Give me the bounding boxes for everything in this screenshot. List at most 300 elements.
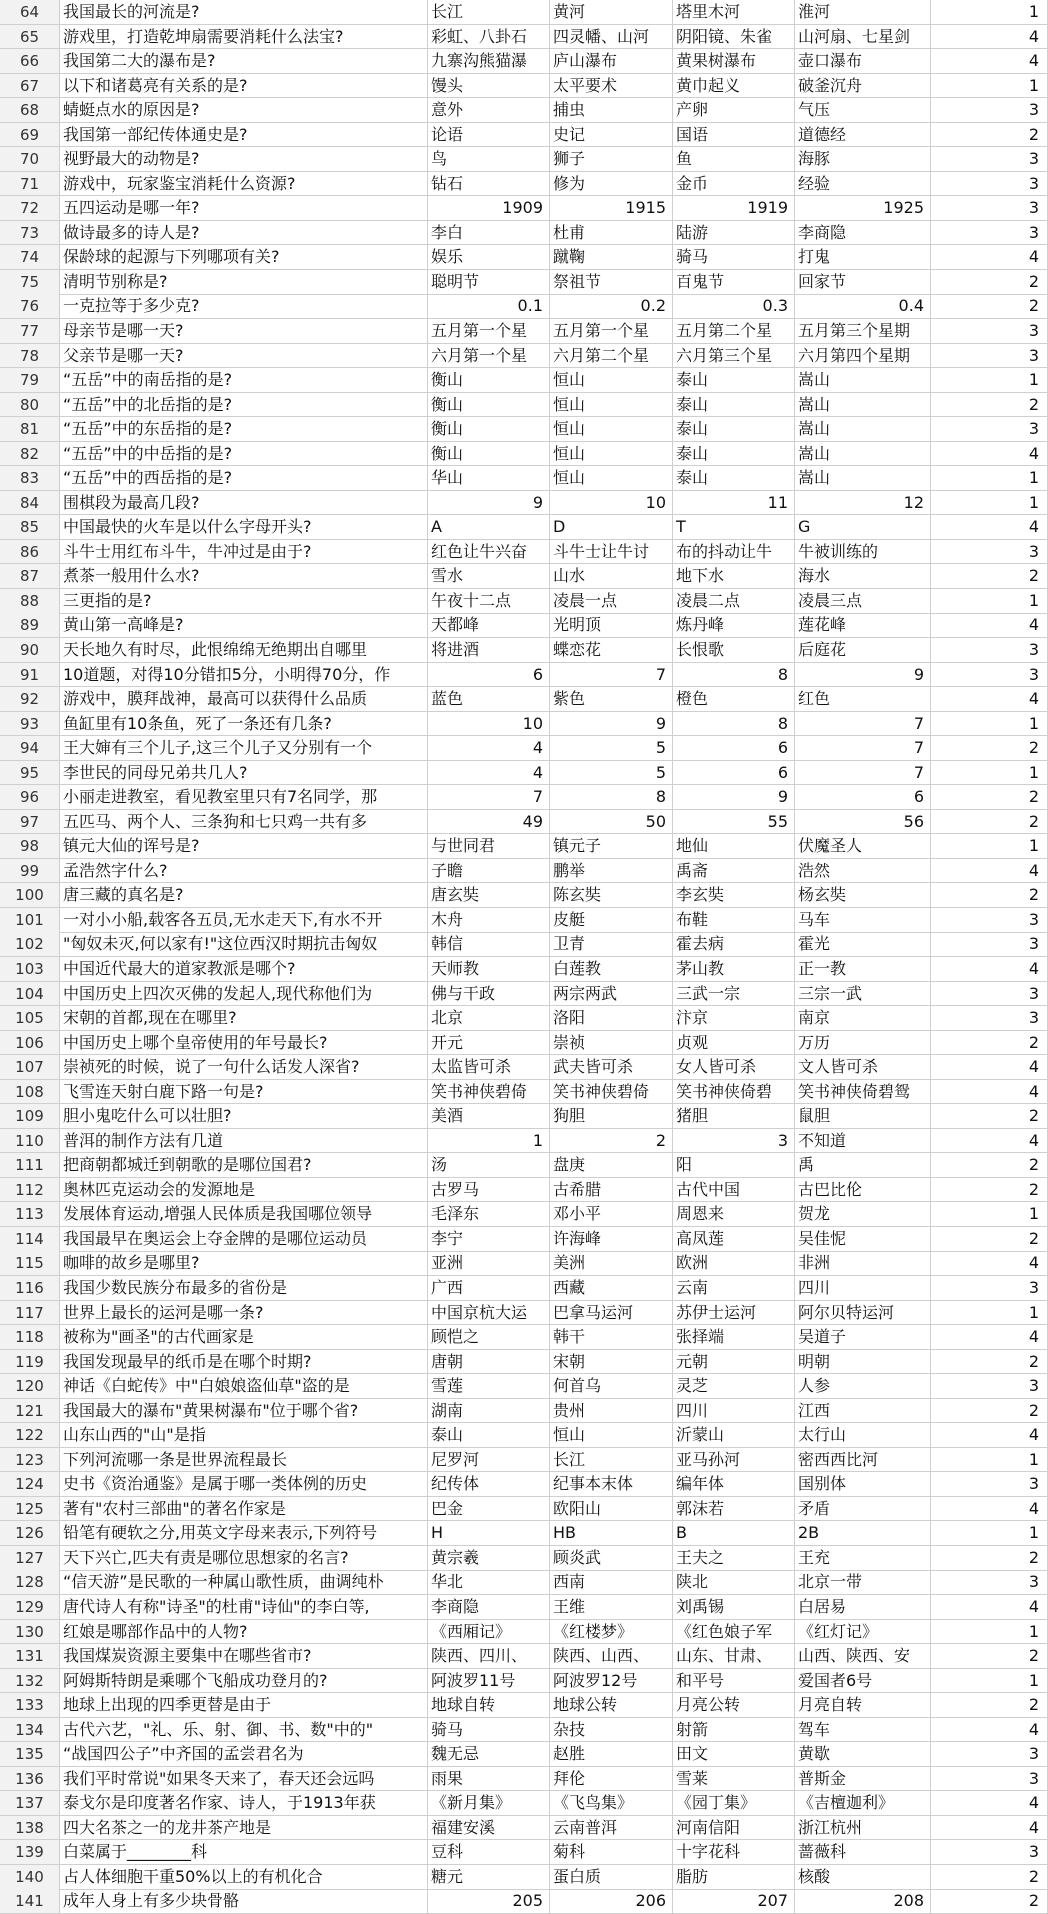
option-c-cell[interactable]: B [673, 1521, 795, 1546]
option-b-cell[interactable]: 四灵幡、山河 [550, 25, 673, 50]
option-d-cell[interactable]: 蔷薇科 [795, 1840, 931, 1865]
question-cell[interactable]: 以下和诸葛亮有关系的是? [60, 74, 428, 99]
option-c-cell[interactable]: 0.3 [673, 294, 795, 319]
question-cell[interactable]: 清明节别称是? [60, 270, 428, 295]
option-a-cell[interactable]: 古罗马 [428, 1178, 550, 1203]
option-d-cell[interactable]: 鼠胆 [795, 1104, 931, 1129]
option-a-cell[interactable]: 汤 [428, 1153, 550, 1178]
option-c-cell[interactable]: 河南信阳 [673, 1816, 795, 1841]
answer-cell[interactable]: 2 [931, 1178, 1048, 1203]
question-cell[interactable]: 占人体细胞干重50%以上的有机化合 [60, 1865, 428, 1890]
option-d-cell[interactable]: 莲花峰 [795, 613, 931, 638]
option-d-cell[interactable]: 普斯金 [795, 1767, 931, 1792]
option-b-cell[interactable]: 鹏举 [550, 859, 673, 884]
option-d-cell[interactable]: 爱国者6号 [795, 1669, 931, 1694]
option-d-cell[interactable]: 五月第三个星期 [795, 319, 931, 344]
answer-cell[interactable]: 1 [931, 466, 1048, 491]
question-cell[interactable]: 中国历史上哪个皇帝使用的年号最长? [60, 1031, 428, 1056]
answer-cell[interactable]: 4 [931, 49, 1048, 74]
option-b-cell[interactable]: 巴拿马运河 [550, 1301, 673, 1326]
option-d-cell[interactable]: 浙江杭州 [795, 1816, 931, 1841]
row-number-cell[interactable]: 93 [0, 712, 60, 737]
row-number-cell[interactable]: 83 [0, 466, 60, 491]
option-d-cell[interactable]: 嵩山 [795, 417, 931, 442]
row-number-cell[interactable]: 77 [0, 319, 60, 344]
option-c-cell[interactable]: 泰山 [673, 417, 795, 442]
option-d-cell[interactable]: 7 [795, 736, 931, 761]
option-b-cell[interactable]: 庐山瀑布 [550, 49, 673, 74]
option-a-cell[interactable]: 4 [428, 736, 550, 761]
option-c-cell[interactable]: 骑马 [673, 245, 795, 270]
row-number-cell[interactable]: 111 [0, 1153, 60, 1178]
option-c-cell[interactable]: 古代中国 [673, 1178, 795, 1203]
option-c-cell[interactable]: 8 [673, 712, 795, 737]
option-b-cell[interactable]: 西藏 [550, 1276, 673, 1301]
answer-cell[interactable]: 3 [931, 344, 1048, 369]
row-number-cell[interactable]: 91 [0, 663, 60, 688]
option-b-cell[interactable]: 《红楼梦》 [550, 1620, 673, 1645]
option-c-cell[interactable]: 六月第三个星 [673, 344, 795, 369]
option-c-cell[interactable]: 黄果树瀑布 [673, 49, 795, 74]
option-d-cell[interactable]: 2B [795, 1521, 931, 1546]
row-number-cell[interactable]: 79 [0, 368, 60, 393]
option-a-cell[interactable]: 205 [428, 1889, 550, 1914]
row-number-cell[interactable]: 103 [0, 957, 60, 982]
question-cell[interactable]: 围棋段为最高几段? [60, 491, 428, 516]
option-d-cell[interactable]: 国别体 [795, 1472, 931, 1497]
option-b-cell[interactable]: 长江 [550, 1448, 673, 1473]
row-number-cell[interactable]: 101 [0, 908, 60, 933]
option-d-cell[interactable]: 马车 [795, 908, 931, 933]
option-d-cell[interactable]: 非洲 [795, 1251, 931, 1276]
answer-cell[interactable]: 4 [931, 515, 1048, 540]
answer-cell[interactable]: 3 [931, 319, 1048, 344]
option-d-cell[interactable]: 打鬼 [795, 245, 931, 270]
option-b-cell[interactable]: 杜甫 [550, 221, 673, 246]
option-a-cell[interactable]: 论语 [428, 123, 550, 148]
option-d-cell[interactable]: 208 [795, 1889, 931, 1914]
answer-cell[interactable]: 4 [931, 245, 1048, 270]
option-d-cell[interactable]: 伏魔圣人 [795, 834, 931, 859]
option-b-cell[interactable]: 王维 [550, 1595, 673, 1620]
answer-cell[interactable]: 2 [931, 1227, 1048, 1252]
question-cell[interactable]: 崇祯死的时候，说了一句什么话发人深省? [60, 1055, 428, 1080]
row-number-cell[interactable]: 73 [0, 221, 60, 246]
row-number-cell[interactable]: 126 [0, 1521, 60, 1546]
option-c-cell[interactable]: 泰山 [673, 393, 795, 418]
row-number-cell[interactable]: 96 [0, 785, 60, 810]
answer-cell[interactable]: 3 [931, 1742, 1048, 1767]
option-b-cell[interactable]: 恒山 [550, 442, 673, 467]
option-a-cell[interactable]: 六月第一个星 [428, 344, 550, 369]
option-a-cell[interactable]: 鸟 [428, 147, 550, 172]
answer-cell[interactable]: 3 [931, 1570, 1048, 1595]
option-b-cell[interactable]: 蹴鞠 [550, 245, 673, 270]
option-d-cell[interactable]: G [795, 515, 931, 540]
question-cell[interactable]: 白菜属于________科 [60, 1840, 428, 1865]
answer-cell[interactable]: 4 [931, 687, 1048, 712]
question-cell[interactable]: 三更指的是? [60, 589, 428, 614]
option-a-cell[interactable]: 毛泽东 [428, 1202, 550, 1227]
question-cell[interactable]: 被称为"画圣"的古代画家是 [60, 1325, 428, 1350]
question-cell[interactable]: 我国第一部纪传体通史是? [60, 123, 428, 148]
option-c-cell[interactable]: 五月第二个星 [673, 319, 795, 344]
option-d-cell[interactable]: 嵩山 [795, 442, 931, 467]
option-c-cell[interactable]: 地下水 [673, 564, 795, 589]
answer-cell[interactable]: 1 [931, 712, 1048, 737]
row-number-cell[interactable]: 105 [0, 1006, 60, 1031]
option-b-cell[interactable]: 1915 [550, 196, 673, 221]
question-cell[interactable]: 小丽走进教室，看见教室里只有7名同学，那 [60, 785, 428, 810]
question-cell[interactable]: 一对小小船,载客各五员,无水走天下,有水不开 [60, 908, 428, 933]
row-number-cell[interactable]: 122 [0, 1423, 60, 1448]
answer-cell[interactable]: 4 [931, 1423, 1048, 1448]
answer-cell[interactable]: 2 [931, 123, 1048, 148]
option-b-cell[interactable]: 恒山 [550, 393, 673, 418]
option-a-cell[interactable]: 李商隐 [428, 1595, 550, 1620]
option-a-cell[interactable]: 意外 [428, 98, 550, 123]
option-d-cell[interactable]: 不知道 [795, 1129, 931, 1154]
answer-cell[interactable]: 1 [931, 1669, 1048, 1694]
row-number-cell[interactable]: 108 [0, 1080, 60, 1105]
option-b-cell[interactable]: 恒山 [550, 466, 673, 491]
question-cell[interactable]: 我国最早在奥运会上夺金牌的是哪位运动员 [60, 1227, 428, 1252]
question-cell[interactable]: 中国历史上四次灭佛的发起人,现代称他们为 [60, 982, 428, 1007]
question-cell[interactable]: 阿姆斯特朗是乘哪个飞船成功登月的? [60, 1669, 428, 1694]
answer-cell[interactable]: 1 [931, 74, 1048, 99]
answer-cell[interactable]: 2 [931, 1644, 1048, 1669]
option-b-cell[interactable]: 凌晨一点 [550, 589, 673, 614]
row-number-cell[interactable]: 99 [0, 859, 60, 884]
row-number-cell[interactable]: 74 [0, 245, 60, 270]
answer-cell[interactable]: 3 [931, 1276, 1048, 1301]
question-cell[interactable]: “战国四公子”中齐国的孟尝君名为 [60, 1742, 428, 1767]
question-cell[interactable]: 黄山第一高峰是? [60, 613, 428, 638]
question-cell[interactable]: 地球上出现的四季更替是由于 [60, 1693, 428, 1718]
answer-cell[interactable]: 2 [931, 1546, 1048, 1571]
option-c-cell[interactable]: 雪莱 [673, 1767, 795, 1792]
option-b-cell[interactable]: 宋朝 [550, 1350, 673, 1375]
answer-cell[interactable]: 2 [931, 393, 1048, 418]
answer-cell[interactable]: 3 [931, 98, 1048, 123]
question-cell[interactable]: “五岳”中的东岳指的是? [60, 417, 428, 442]
row-number-cell[interactable]: 114 [0, 1227, 60, 1252]
row-number-cell[interactable]: 134 [0, 1718, 60, 1743]
option-a-cell[interactable]: 九寨沟熊猫瀑 [428, 49, 550, 74]
answer-cell[interactable]: 3 [931, 1767, 1048, 1792]
option-c-cell[interactable]: 张择端 [673, 1325, 795, 1350]
option-d-cell[interactable]: 四川 [795, 1276, 931, 1301]
row-number-cell[interactable]: 106 [0, 1031, 60, 1056]
option-b-cell[interactable]: 史记 [550, 123, 673, 148]
question-cell[interactable]: 唐代诗人有称"诗圣"的杜甫"诗仙"的李白等, [60, 1595, 428, 1620]
option-c-cell[interactable]: 李玄奘 [673, 883, 795, 908]
answer-cell[interactable]: 2 [931, 810, 1048, 835]
option-a-cell[interactable]: 10 [428, 712, 550, 737]
option-a-cell[interactable]: 巴金 [428, 1497, 550, 1522]
answer-cell[interactable]: 3 [931, 147, 1048, 172]
row-number-cell[interactable]: 87 [0, 564, 60, 589]
option-b-cell[interactable]: 恒山 [550, 417, 673, 442]
answer-cell[interactable]: 4 [931, 25, 1048, 50]
row-number-cell[interactable]: 88 [0, 589, 60, 614]
option-c-cell[interactable]: 长恨歌 [673, 638, 795, 663]
option-d-cell[interactable]: 6 [795, 785, 931, 810]
option-d-cell[interactable]: 密西西比河 [795, 1448, 931, 1473]
option-c-cell[interactable]: 元朝 [673, 1350, 795, 1375]
option-c-cell[interactable]: 脂肪 [673, 1865, 795, 1890]
option-d-cell[interactable]: 三宗一武 [795, 982, 931, 1007]
row-number-cell[interactable]: 67 [0, 74, 60, 99]
row-number-cell[interactable]: 109 [0, 1104, 60, 1129]
question-cell[interactable]: 胆小鬼吃什么可以壮胆? [60, 1104, 428, 1129]
answer-cell[interactable]: 2 [931, 883, 1048, 908]
question-cell[interactable]: 唐三藏的真名是? [60, 883, 428, 908]
answer-cell[interactable]: 4 [931, 1055, 1048, 1080]
answer-cell[interactable]: 2 [931, 785, 1048, 810]
option-b-cell[interactable]: 欧阳山 [550, 1497, 673, 1522]
option-c-cell[interactable]: 高凤莲 [673, 1227, 795, 1252]
option-d-cell[interactable]: 万历 [795, 1031, 931, 1056]
option-a-cell[interactable]: 衡山 [428, 368, 550, 393]
option-c-cell[interactable]: 阴阳镜、朱雀 [673, 25, 795, 50]
option-b-cell[interactable]: 8 [550, 785, 673, 810]
row-number-cell[interactable]: 138 [0, 1816, 60, 1841]
option-c-cell[interactable]: 苏伊士运河 [673, 1301, 795, 1326]
answer-cell[interactable]: 4 [931, 613, 1048, 638]
question-cell[interactable]: “五岳”中的南岳指的是? [60, 368, 428, 393]
option-a-cell[interactable]: 长江 [428, 0, 550, 25]
option-b-cell[interactable]: 两宗两武 [550, 982, 673, 1007]
option-c-cell[interactable]: 《园丁集》 [673, 1791, 795, 1816]
row-number-cell[interactable]: 81 [0, 417, 60, 442]
option-a-cell[interactable]: 李宁 [428, 1227, 550, 1252]
option-c-cell[interactable]: 黄巾起义 [673, 74, 795, 99]
option-b-cell[interactable]: 白莲教 [550, 957, 673, 982]
option-a-cell[interactable]: 韩信 [428, 932, 550, 957]
option-d-cell[interactable]: 核酸 [795, 1865, 931, 1890]
row-number-cell[interactable]: 133 [0, 1693, 60, 1718]
option-b-cell[interactable]: 邓小平 [550, 1202, 673, 1227]
question-cell[interactable]: 王大婶有三个儿子,这三个儿子又分别有一个 [60, 736, 428, 761]
option-d-cell[interactable]: 海水 [795, 564, 931, 589]
option-c-cell[interactable]: 207 [673, 1889, 795, 1914]
question-cell[interactable]: “五岳”中的西岳指的是? [60, 466, 428, 491]
answer-cell[interactable]: 2 [931, 294, 1048, 319]
option-a-cell[interactable]: 佛与干政 [428, 982, 550, 1007]
option-c-cell[interactable]: 贞观 [673, 1031, 795, 1056]
question-cell[interactable]: 李世民的同母兄弟共几人? [60, 761, 428, 786]
option-a-cell[interactable]: 广西 [428, 1276, 550, 1301]
answer-cell[interactable]: 3 [931, 1472, 1048, 1497]
option-c-cell[interactable]: 田文 [673, 1742, 795, 1767]
option-b-cell[interactable]: 古希腊 [550, 1178, 673, 1203]
option-c-cell[interactable]: 禹斋 [673, 859, 795, 884]
option-b-cell[interactable]: HB [550, 1521, 673, 1546]
option-a-cell[interactable]: 将进酒 [428, 638, 550, 663]
question-cell[interactable]: 泰戈尔是印度著名作家、诗人，于1913年获 [60, 1791, 428, 1816]
answer-cell[interactable]: 4 [931, 859, 1048, 884]
option-d-cell[interactable]: 吴道子 [795, 1325, 931, 1350]
option-c-cell[interactable]: 郭沫若 [673, 1497, 795, 1522]
option-d-cell[interactable]: 王充 [795, 1546, 931, 1571]
option-b-cell[interactable]: 5 [550, 736, 673, 761]
question-cell[interactable]: 保龄球的起源与下列哪项有关? [60, 245, 428, 270]
answer-cell[interactable]: 4 [931, 1129, 1048, 1154]
option-c-cell[interactable]: 泰山 [673, 442, 795, 467]
option-b-cell[interactable]: 狮子 [550, 147, 673, 172]
question-cell[interactable]: 五匹马、两个人、三条狗和七只鸡一共有多 [60, 810, 428, 835]
option-b-cell[interactable]: 2 [550, 1129, 673, 1154]
option-a-cell[interactable]: 骑马 [428, 1718, 550, 1743]
row-number-cell[interactable]: 115 [0, 1251, 60, 1276]
question-cell[interactable]: 中国最快的火车是以什么字母开头? [60, 515, 428, 540]
answer-cell[interactable]: 3 [931, 908, 1048, 933]
option-b-cell[interactable]: 捕虫 [550, 98, 673, 123]
option-c-cell[interactable]: 月亮公转 [673, 1693, 795, 1718]
option-a-cell[interactable]: 五月第一个星 [428, 319, 550, 344]
option-a-cell[interactable]: 0.1 [428, 294, 550, 319]
option-d-cell[interactable]: 回家节 [795, 270, 931, 295]
option-c-cell[interactable]: 8 [673, 663, 795, 688]
option-b-cell[interactable]: 何首乌 [550, 1374, 673, 1399]
option-a-cell[interactable]: 彩虹、八卦石 [428, 25, 550, 50]
option-c-cell[interactable]: 和平号 [673, 1669, 795, 1694]
option-c-cell[interactable]: 沂蒙山 [673, 1423, 795, 1448]
answer-cell[interactable]: 4 [931, 957, 1048, 982]
question-cell[interactable]: 中国近代最大的道家教派是哪个? [60, 957, 428, 982]
row-number-cell[interactable]: 97 [0, 810, 60, 835]
question-cell[interactable]: 煮茶一般用什么水? [60, 564, 428, 589]
option-a-cell[interactable]: 1909 [428, 196, 550, 221]
option-c-cell[interactable]: 地仙 [673, 834, 795, 859]
option-d-cell[interactable]: 红色 [795, 687, 931, 712]
option-b-cell[interactable]: 赵胜 [550, 1742, 673, 1767]
question-cell[interactable]: 天长地久有时尽，此恨绵绵无绝期出自哪里 [60, 638, 428, 663]
option-c-cell[interactable]: 《红色娘子军 [673, 1620, 795, 1645]
option-a-cell[interactable]: 49 [428, 810, 550, 835]
question-cell[interactable]: "匈奴未灭,何以家有!"这位西汉时期抗击匈奴 [60, 932, 428, 957]
row-number-cell[interactable]: 121 [0, 1399, 60, 1424]
row-number-cell[interactable]: 128 [0, 1570, 60, 1595]
row-number-cell[interactable]: 107 [0, 1055, 60, 1080]
answer-cell[interactable]: 1 [931, 761, 1048, 786]
option-c-cell[interactable]: 阳 [673, 1153, 795, 1178]
option-d-cell[interactable]: 正一教 [795, 957, 931, 982]
question-cell[interactable]: 游戏里，打造乾坤扇需要消耗什么法宝? [60, 25, 428, 50]
option-a-cell[interactable]: 午夜十二点 [428, 589, 550, 614]
answer-cell[interactable]: 3 [931, 196, 1048, 221]
question-cell[interactable]: 天下兴亡,匹夫有责是哪位思想家的名言? [60, 1546, 428, 1571]
option-d-cell[interactable]: 破釜沉舟 [795, 74, 931, 99]
option-a-cell[interactable]: 钻石 [428, 172, 550, 197]
option-a-cell[interactable]: 红色让牛兴奋 [428, 540, 550, 565]
row-number-cell[interactable]: 94 [0, 736, 60, 761]
option-b-cell[interactable]: 地球公转 [550, 1693, 673, 1718]
question-cell[interactable]: 山东山西的"山"是指 [60, 1423, 428, 1448]
option-c-cell[interactable]: 霍去病 [673, 932, 795, 957]
answer-cell[interactable]: 2 [931, 1031, 1048, 1056]
option-d-cell[interactable]: 56 [795, 810, 931, 835]
option-b-cell[interactable]: 菊科 [550, 1840, 673, 1865]
option-c-cell[interactable]: 6 [673, 761, 795, 786]
answer-cell[interactable]: 3 [931, 663, 1048, 688]
option-c-cell[interactable]: 产卵 [673, 98, 795, 123]
option-c-cell[interactable]: 三武一宗 [673, 982, 795, 1007]
option-b-cell[interactable]: 阿波罗12号 [550, 1669, 673, 1694]
question-cell[interactable]: 视野最大的动物是? [60, 147, 428, 172]
option-b-cell[interactable]: 光明顶 [550, 613, 673, 638]
row-number-cell[interactable]: 141 [0, 1889, 60, 1914]
option-b-cell[interactable]: 紫色 [550, 687, 673, 712]
option-c-cell[interactable]: 9 [673, 785, 795, 810]
option-b-cell[interactable]: 蛋白质 [550, 1865, 673, 1890]
option-a-cell[interactable]: 顾恺之 [428, 1325, 550, 1350]
option-b-cell[interactable]: 西南 [550, 1570, 673, 1595]
option-a-cell[interactable]: 馒头 [428, 74, 550, 99]
option-a-cell[interactable]: 4 [428, 761, 550, 786]
question-cell[interactable]: 一克拉等于多少克? [60, 294, 428, 319]
row-number-cell[interactable]: 68 [0, 98, 60, 123]
question-cell[interactable]: 斗牛士用红布斗牛，牛冲过是由于? [60, 540, 428, 565]
option-c-cell[interactable]: 亚马孙河 [673, 1448, 795, 1473]
option-a-cell[interactable]: A [428, 515, 550, 540]
option-b-cell[interactable]: 顾炎武 [550, 1546, 673, 1571]
option-c-cell[interactable]: 11 [673, 491, 795, 516]
option-a-cell[interactable]: 唐玄奘 [428, 883, 550, 908]
row-number-cell[interactable]: 95 [0, 761, 60, 786]
option-c-cell[interactable]: 泰山 [673, 466, 795, 491]
option-b-cell[interactable]: 洛阳 [550, 1006, 673, 1031]
row-number-cell[interactable]: 90 [0, 638, 60, 663]
question-cell[interactable]: “五岳”中的北岳指的是? [60, 393, 428, 418]
row-number-cell[interactable]: 98 [0, 834, 60, 859]
option-b-cell[interactable]: 崇祯 [550, 1031, 673, 1056]
question-cell[interactable]: 咖啡的故乡是哪里? [60, 1251, 428, 1276]
option-b-cell[interactable]: 韩干 [550, 1325, 673, 1350]
option-c-cell[interactable]: 刘禹锡 [673, 1595, 795, 1620]
row-number-cell[interactable]: 70 [0, 147, 60, 172]
option-b-cell[interactable]: 7 [550, 663, 673, 688]
question-cell[interactable]: 我国第二大的瀑布是? [60, 49, 428, 74]
option-c-cell[interactable]: 百鬼节 [673, 270, 795, 295]
answer-cell[interactable]: 2 [931, 564, 1048, 589]
option-d-cell[interactable]: 禹 [795, 1153, 931, 1178]
option-a-cell[interactable]: 衡山 [428, 442, 550, 467]
row-number-cell[interactable]: 119 [0, 1350, 60, 1375]
option-b-cell[interactable]: 祭祖节 [550, 270, 673, 295]
option-c-cell[interactable]: 茅山教 [673, 957, 795, 982]
option-a-cell[interactable]: 黄宗羲 [428, 1546, 550, 1571]
option-d-cell[interactable]: 嵩山 [795, 466, 931, 491]
answer-cell[interactable]: 4 [931, 1595, 1048, 1620]
option-a-cell[interactable]: 泰山 [428, 1423, 550, 1448]
option-c-cell[interactable]: 炼丹峰 [673, 613, 795, 638]
option-a-cell[interactable]: 唐朝 [428, 1350, 550, 1375]
option-b-cell[interactable]: 9 [550, 712, 673, 737]
option-d-cell[interactable]: 南京 [795, 1006, 931, 1031]
option-d-cell[interactable]: 7 [795, 761, 931, 786]
answer-cell[interactable]: 3 [931, 1840, 1048, 1865]
option-d-cell[interactable]: 北京一带 [795, 1570, 931, 1595]
option-c-cell[interactable]: 猪胆 [673, 1104, 795, 1129]
option-a-cell[interactable]: 蓝色 [428, 687, 550, 712]
question-cell[interactable]: “五岳”中的中岳指的是? [60, 442, 428, 467]
answer-cell[interactable]: 3 [931, 1006, 1048, 1031]
row-number-cell[interactable]: 140 [0, 1865, 60, 1890]
option-d-cell[interactable]: 山西、陕西、安 [795, 1644, 931, 1669]
option-b-cell[interactable]: 五月第一个星 [550, 319, 673, 344]
